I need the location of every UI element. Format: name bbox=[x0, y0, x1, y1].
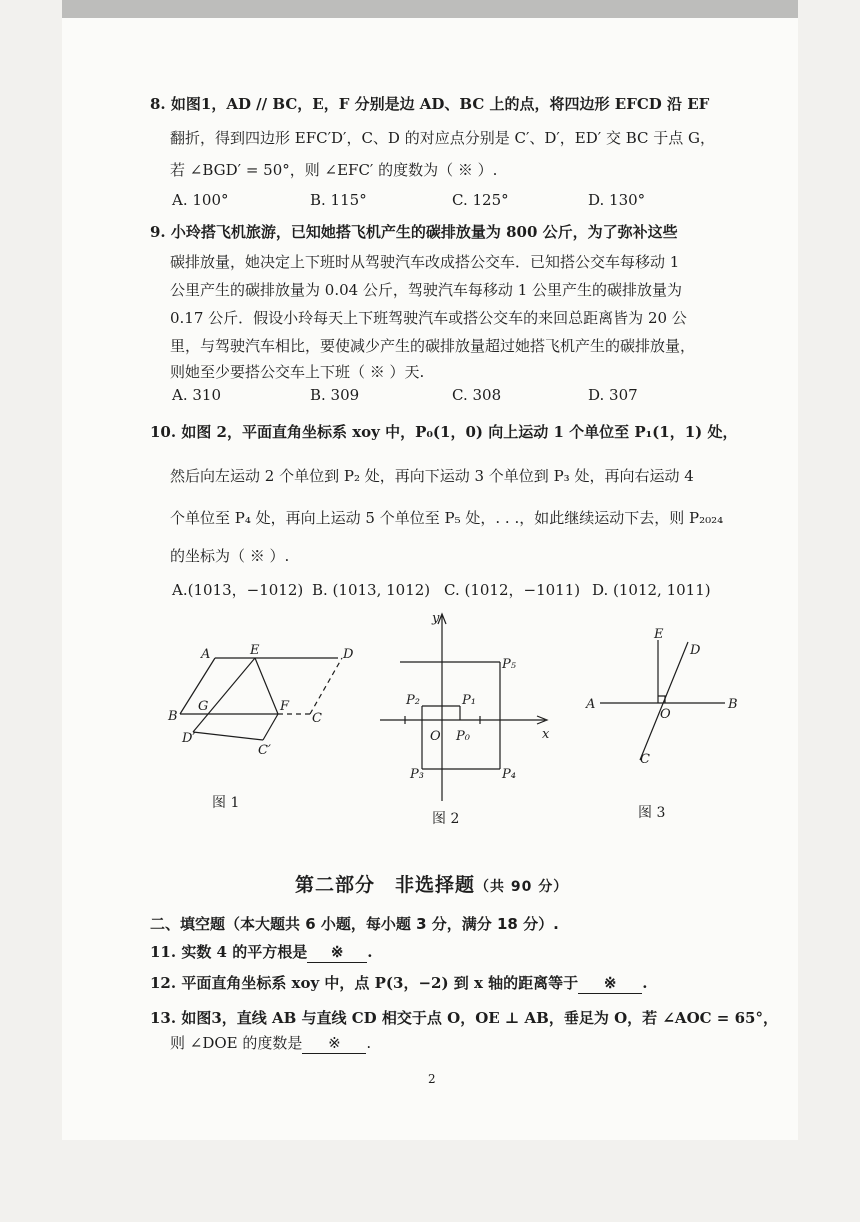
q10-line-4: 的坐标为（ ※ ）. bbox=[170, 547, 290, 565]
q12-text: 12. 平面直角坐标系 xoy 中，点 P(3，−2) 到 x 轴的距离等于 bbox=[150, 974, 579, 992]
fig2-label-p1: P₁ bbox=[462, 693, 476, 708]
figure-2-caption: 图 2 bbox=[432, 811, 460, 827]
q10-line-2: 然后向左运动 2 个单位到 P₂ 处，再向下运动 3 个单位到 P₃ 处，再向右运动 4 bbox=[170, 467, 694, 485]
fig2-label-x: x bbox=[542, 727, 550, 742]
q9-line-2: 碳排放量，她决定上下班时从驾驶汽车改成搭公交车．已知搭公交车每移动 1 bbox=[170, 253, 680, 271]
q8-line-3: 若 ∠BGD′ = 50°，则 ∠EFC′ 的度数为（ ※ ）. bbox=[170, 161, 498, 179]
q13-line-2 bbox=[170, 1033, 371, 1054]
fig1-label-c: C bbox=[312, 711, 322, 726]
fig1-label-g: G bbox=[198, 699, 209, 714]
q10-option-c[interactable]: C. (1012，−1011) bbox=[444, 581, 581, 599]
q10-option-a[interactable]: A.(1013，−1012) bbox=[172, 581, 304, 599]
fig3-label-a: A bbox=[586, 697, 596, 712]
q8-line-1: 8. 如图1，AD // BC，E，F 分别是边 AD、BC 上的点，将四边形 EFCD 沿 EF bbox=[150, 95, 710, 113]
fig1-label-c-prime: C′ bbox=[258, 743, 271, 758]
fig2-label-p0: P₀ bbox=[456, 729, 470, 744]
q8-option-b[interactable]: B. 115° bbox=[310, 191, 367, 209]
figure-2-diagram bbox=[370, 606, 560, 806]
fig1-label-b: B bbox=[168, 709, 178, 724]
fig1-label-e: E bbox=[250, 643, 260, 658]
part-2-heading bbox=[295, 870, 568, 897]
q9-option-d[interactable]: D. 307 bbox=[588, 386, 638, 404]
q13-line-1: 13. 如图3，直线 AB 与直线 CD 相交于点 O，OE ⊥ AB，垂足为 O，若 ∠AOC = 65°， bbox=[150, 1009, 778, 1027]
q9-option-b[interactable]: B. 309 bbox=[310, 386, 360, 404]
fig3-label-d: D bbox=[690, 643, 701, 658]
q8-line-2: 翻折，得到四边形 EFC′D′，C、D 的对应点分别是 C′、D′，ED′ 交 BC 于点 G， bbox=[170, 129, 716, 147]
q12-line bbox=[150, 973, 647, 994]
fig1-label-d-prime: D′ bbox=[182, 731, 196, 746]
fig3-label-o: O bbox=[660, 707, 671, 722]
fig3-label-b: B bbox=[728, 697, 738, 712]
scan-edge-shadow bbox=[62, 0, 798, 18]
q12-end: . bbox=[642, 974, 648, 992]
q9-option-c[interactable]: C. 308 bbox=[452, 386, 502, 404]
fig1-label-d: D bbox=[343, 647, 354, 662]
figure-1-caption: 图 1 bbox=[212, 795, 240, 811]
fig3-label-c: C bbox=[640, 752, 650, 767]
q10-line-1: 10. 如图 2，平面直角坐标系 xoy 中，P₀(1，0) 向上运动 1 个单位至 P₁(1，1) 处， bbox=[150, 423, 738, 441]
q10-line-3: 个单位至 P₄ 处，再向上运动 5 个单位至 P₅ 处，. . .，如此继续运动下去，则 P₂₀₂₄ bbox=[170, 509, 724, 527]
q8-option-c[interactable]: C. 125° bbox=[452, 191, 509, 209]
fig1-label-f: F bbox=[280, 699, 290, 714]
figure-3-caption: 图 3 bbox=[638, 805, 666, 821]
figure-1-diagram bbox=[160, 640, 375, 770]
figure-3-diagram bbox=[580, 620, 750, 770]
q11-text: 11. 实数 4 的平方根是 bbox=[150, 943, 308, 961]
part-2-score: （共 90 分） bbox=[475, 879, 569, 895]
fig2-label-y: y bbox=[432, 611, 440, 626]
fig2-label-p5: P₅ bbox=[502, 657, 516, 672]
fig2-label-p4: P₄ bbox=[502, 767, 516, 782]
fig1-label-a: A bbox=[201, 647, 211, 662]
q13-end: . bbox=[366, 1034, 372, 1052]
page-number: 2 bbox=[428, 1072, 436, 1086]
q11-answer-blank[interactable]: ※ bbox=[307, 942, 367, 963]
q13-text: 则 ∠DOE 的度数是 bbox=[170, 1034, 303, 1052]
q8-option-a[interactable]: A. 100° bbox=[172, 191, 229, 209]
q10-option-d[interactable]: D. (1012, 1011) bbox=[592, 581, 711, 599]
q9-option-a[interactable]: A. 310 bbox=[172, 386, 221, 404]
q9-line-4: 0.17 公斤．假设小玲每天上下班驾驶汽车或搭公交车的来回总距离皆为 20 公 bbox=[170, 309, 687, 327]
fig2-label-p3: P₃ bbox=[410, 767, 424, 782]
fill-in-section-header: 二、填空题（本大题共 6 小题，每小题 3 分，满分 18 分）. bbox=[150, 915, 559, 933]
fig3-label-e: E bbox=[654, 627, 664, 642]
fig2-label-p2: P₂ bbox=[406, 693, 420, 708]
q9-line-5: 里，与驾驶汽车相比，要使减少产生的碳排放量超过她搭飞机产生的碳排放量， bbox=[170, 337, 696, 355]
q12-answer-blank[interactable]: ※ bbox=[578, 973, 642, 994]
part-2-title: 第二部分 非选择题 bbox=[295, 874, 476, 896]
q9-line-6: 则她至少要搭公交车上下班（ ※ ）天. bbox=[170, 363, 425, 381]
q10-option-b[interactable]: B. (1013, 1012) bbox=[312, 581, 431, 599]
q13-answer-blank[interactable]: ※ bbox=[302, 1033, 366, 1054]
q9-line-1: 9. 小玲搭飞机旅游，已知她搭飞机产生的碳排放量为 800 公斤，为了弥补这些 bbox=[150, 223, 678, 241]
fig2-label-o: O bbox=[430, 729, 441, 744]
q11-end: . bbox=[367, 943, 373, 961]
q11-line bbox=[150, 942, 372, 963]
q9-line-3: 公里产生的碳排放量为 0.04 公斤，驾驶汽车每移动 1 公里产生的碳排放量为 bbox=[170, 281, 683, 299]
q8-option-d[interactable]: D. 130° bbox=[588, 191, 646, 209]
